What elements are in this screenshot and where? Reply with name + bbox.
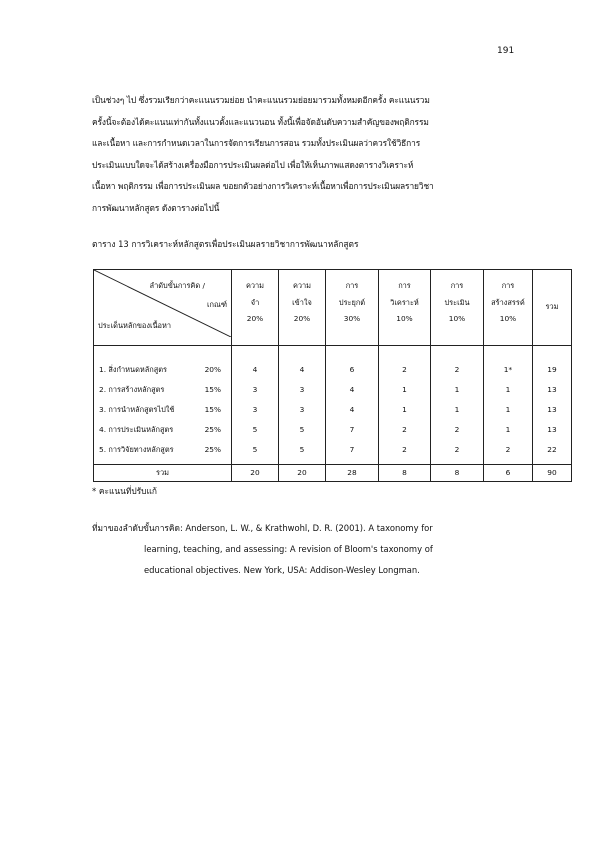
table-cell: 13 [547, 385, 557, 394]
column-header-weight: 30% [343, 314, 361, 323]
column-header-line1: การ [450, 281, 464, 290]
column-header-understand [279, 270, 326, 346]
paragraph-line: การพัฒนาหลักสูตร ดังตารางต่อไปนี้ [92, 202, 220, 213]
table-cell: 1 [454, 385, 460, 394]
table-cell: 5 [299, 425, 305, 434]
table-cell: 3 [252, 385, 258, 394]
table-cell: 2 [454, 445, 460, 454]
table-cell: 28 [326, 465, 379, 482]
values-column-understand [279, 346, 326, 465]
paragraph-line: ประเมินแบบใดจะได้สร้างเครื่องมือการประเมินผลต่อไป เพื่อให้เห็นภาพแสดงตารางวิเคราะห์ [92, 159, 414, 170]
values-column-remember [232, 346, 279, 465]
table-cell: 3 [299, 385, 305, 394]
table-cell: 4 [349, 385, 355, 394]
reference-line: educational objectives. New York, USA: Addison-Wesley Longman. [144, 565, 420, 575]
table-row-label: 2. การสร้างหลักสูตร 15% [94, 380, 231, 400]
table-cell: 8 [379, 465, 431, 482]
column-header-weight: 10% [448, 314, 466, 323]
table-cell: 2 [402, 425, 407, 434]
page-number: 191 [497, 46, 515, 56]
column-header-remember [232, 270, 279, 346]
table-cell: 6 [484, 465, 533, 482]
values-column-total [533, 346, 572, 465]
table-row-label: 1. สิ่งกำหนดหลักสูตร 20% [94, 360, 231, 380]
analysis-table [93, 269, 572, 482]
topic-weight: 20% [204, 365, 221, 374]
column-header-analyze [379, 270, 431, 346]
table-cell: 2 [454, 425, 460, 434]
table-cell: 1* [503, 365, 513, 374]
paragraph-line: และเนื้อหา และการกำหนดเวลาในการจัดการเรียนการสอน รวมทั้งประเมินผลว่าควรใช้วิธีการ [92, 138, 421, 148]
table-total-row [94, 465, 572, 482]
table-cell: 19 [547, 365, 557, 374]
table-cell: 2 [402, 365, 407, 374]
table-cell: 4 [299, 365, 305, 374]
column-header-weight: 20% [246, 314, 264, 323]
column-header-line1: ความ [245, 281, 265, 290]
table-cell: 4 [252, 365, 258, 374]
total-row-label: รวม [94, 465, 232, 482]
table-cell: 4 [349, 405, 355, 414]
table-cell: 2 [505, 445, 511, 454]
topic-weight: 15% [204, 405, 221, 414]
corner-header-cell [94, 270, 232, 346]
values-column-apply [326, 346, 379, 465]
topic-weight: 15% [204, 385, 221, 394]
table-cell: 22 [547, 445, 557, 454]
column-header-line1: การ [501, 281, 515, 290]
table-cell: 6 [349, 365, 355, 374]
table-cell: 90 [533, 465, 572, 482]
column-header-evaluate [431, 270, 484, 346]
column-header-total [533, 270, 572, 346]
paragraph-line: เป็นช่วงๆ ไป ซึ่งรวมเรียกว่าคะแนนรวมย่อย นำคะแนนรวมย่อยมารวมทั้งหมดอีกครั้ง คะแนนรวม [92, 95, 430, 105]
table-header-row [94, 270, 572, 346]
paragraph-line: ครั้งนี้จะต้องได้คะแนนเท่ากันทั้งแนวตั้งและแนวนอน ทั้งนี้เพื่อจัดอันดับความสำคัญของพฤติกรรม [92, 116, 429, 127]
column-header-line1: การ [398, 281, 411, 290]
criteria-label: เกณฑ์ [207, 300, 227, 309]
column-header-weight: 10% [499, 314, 517, 323]
table-cell: 1 [454, 405, 460, 414]
table-cell: 5 [252, 445, 258, 454]
column-header-line1: ความ [292, 281, 312, 290]
table-cell: 3 [299, 405, 305, 414]
column-header-weight: 20% [293, 314, 311, 323]
table-cell: 13 [547, 425, 557, 434]
table-row-label: 4. การประเมินหลักสูตร 25% [94, 420, 231, 440]
content-topics-cell [94, 346, 232, 465]
table-cell: 1 [402, 385, 407, 394]
reference [92, 518, 433, 581]
values-column-create [484, 346, 533, 465]
table-cell: 20 [232, 465, 279, 482]
values-column-evaluate [431, 346, 484, 465]
column-header-line2: วิเคราะห์ [390, 297, 419, 307]
column-header-line2: ประเมิน [444, 297, 470, 307]
column-header-line2: จำ [250, 297, 260, 307]
paragraph-line: เนื้อหา พฤติกรรม เพื่อการประเมินผล ขอยกตัวอย่างการวิเคราะห์เนื้อหาเพื่อการประเมินผลรายวิชา [92, 181, 434, 191]
table-note: * คะแนนที่ปรับแก้ [92, 486, 157, 496]
reference-line: learning, teaching, and assessing: A revision of Bloom's taxonomy of [144, 544, 433, 554]
reference-line: ที่มาของลำดับขั้นการคิด: Anderson, L. W., & Krathwohl, D. R. (2001). A taxonomy for [92, 523, 433, 533]
table-cell: 5 [299, 445, 305, 454]
table-body-row [94, 346, 572, 465]
values-column-analyze [379, 346, 431, 465]
table-row-label: 3. การนำหลักสูตรไปใช้ 15% [94, 400, 231, 420]
table-cell: 2 [454, 365, 460, 374]
column-header-total-label: รวม [545, 302, 559, 312]
column-header-weight: 10% [396, 314, 413, 323]
column-header-create [484, 270, 533, 346]
table-cell: 1 [505, 385, 511, 394]
thinking-level-label: ลำดับขั้นการคิด / [149, 281, 205, 290]
table-caption: ตาราง 13 การวิเคราะห์หลักสูตรเพื่อประเมินผลรายวิชาการพัฒนาหลักสูตร [92, 239, 359, 249]
table-cell: 1 [402, 405, 407, 414]
table-cell: 1 [505, 405, 511, 414]
content-topic-label: ประเด็นหลักของเนื้อหา [98, 321, 172, 330]
column-header-line2: ประยุกต์ [338, 297, 366, 307]
topic-weight: 25% [204, 425, 221, 434]
table-cell: 3 [252, 405, 258, 414]
column-header-line2: เข้าใจ [292, 297, 312, 307]
column-header-line1: การ [345, 281, 359, 290]
table-row-label: 5. การวิจัยทางหลักสูตร 25% [94, 440, 231, 460]
column-header-apply [326, 270, 379, 346]
topic-weight: 25% [204, 445, 221, 454]
table-cell: 20 [279, 465, 326, 482]
table-cell: 7 [349, 425, 355, 434]
table-cell: 5 [252, 425, 258, 434]
body-paragraph [92, 90, 526, 219]
table-cell: 7 [349, 445, 355, 454]
table-cell: 1 [505, 425, 511, 434]
table-cell: 13 [547, 405, 557, 414]
column-header-line2: สร้างสรรค์ [491, 297, 525, 307]
table-cell: 2 [402, 445, 407, 454]
table-cell: 8 [431, 465, 484, 482]
